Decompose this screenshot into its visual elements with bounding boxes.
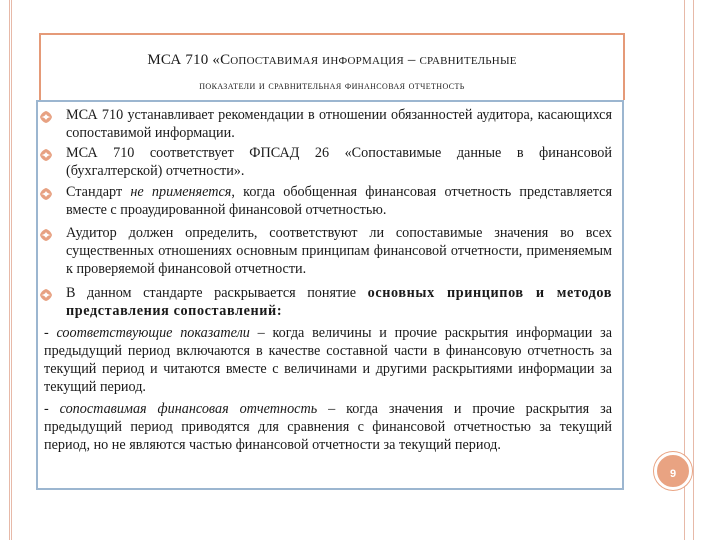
- title-line-2-text: показатели и сравнительная финансовая отчетность: [199, 80, 465, 92]
- bullet-item-4: [66, 224, 612, 278]
- bullet-item-3-pre: Стандарт: [66, 184, 131, 200]
- bullet-item-4-text: Аудитор должен определить, соответствуют ли сопоставимые значения во всех существенных отношениях основным принципам финансовой отчетности, применяемым к проверяемой финансовой отчетности.: [66, 225, 612, 277]
- bullet-item-1: [66, 106, 612, 142]
- leaf-bullet-icon: [39, 228, 53, 242]
- leaf-bullet-icon: [39, 148, 53, 162]
- definition-1-term: соответствующие показатели: [56, 325, 250, 341]
- leaf-bullet-icon: [39, 110, 53, 124]
- bullet-item-5-pre: В данном стандарте раскрывается понятие: [66, 285, 368, 301]
- definition-1-dash: -: [44, 325, 57, 341]
- definition-1-text: – когда величины и прочие раскрытия информации за предыдущий период включаются в качестве составной части в финансовую отчетность за текущий период и читаются вместе с величинами и другими раскрытиями информации за текущий период.: [44, 325, 612, 395]
- title-line-1-text: МСА 710 «Сопоставимая информация – сравнительные: [147, 52, 517, 68]
- definition-2-term: сопоставимая финансовая отчетность: [59, 401, 318, 417]
- slide-title-box: [39, 33, 625, 100]
- bullet-item-1-text: МСА 710 устанавливает рекомендации в отношении обязанностей аудитора, касающихся сопоставимой информации.: [66, 107, 612, 141]
- bullet-item-5: [66, 284, 612, 320]
- bullet-item-3-post: , когда обобщенная финансовая отчетность представляется вместе с проаудированной финансовой отчетностью.: [66, 184, 612, 218]
- definition-item-1: [44, 324, 612, 396]
- definition-2-dash: -: [44, 401, 60, 417]
- definition-2-text: – когда значения и прочие раскрытия за предыдущий период приводятся для сравнения с финансовой отчетностью за текущий период, но не являются частью финансовой отчетности за текущий период.: [44, 401, 612, 453]
- bullet-item-3: [66, 183, 612, 219]
- bullet-item-5-strong: основных принципов и методов представления сопоставлений:: [66, 285, 612, 319]
- definition-item-2: [44, 400, 612, 454]
- bullet-item-3-emphasis: не применяется: [130, 184, 232, 200]
- leaf-bullet-icon: [39, 288, 53, 302]
- bullet-item-2: [66, 144, 612, 180]
- page-number-badge: [654, 452, 692, 490]
- page-number-text: 9: [669, 468, 677, 480]
- leaf-bullet-icon: [39, 187, 53, 201]
- slide-title-line-1: [41, 52, 623, 69]
- slide-title-line-2: [41, 80, 623, 92]
- bullet-item-2-text: МСА 710 соответствует ФПСАД 26 «Сопоставимые данные в финансовой (бухгалтерской) отчетности».: [66, 145, 612, 179]
- left-edge-decoration: [9, 0, 12, 540]
